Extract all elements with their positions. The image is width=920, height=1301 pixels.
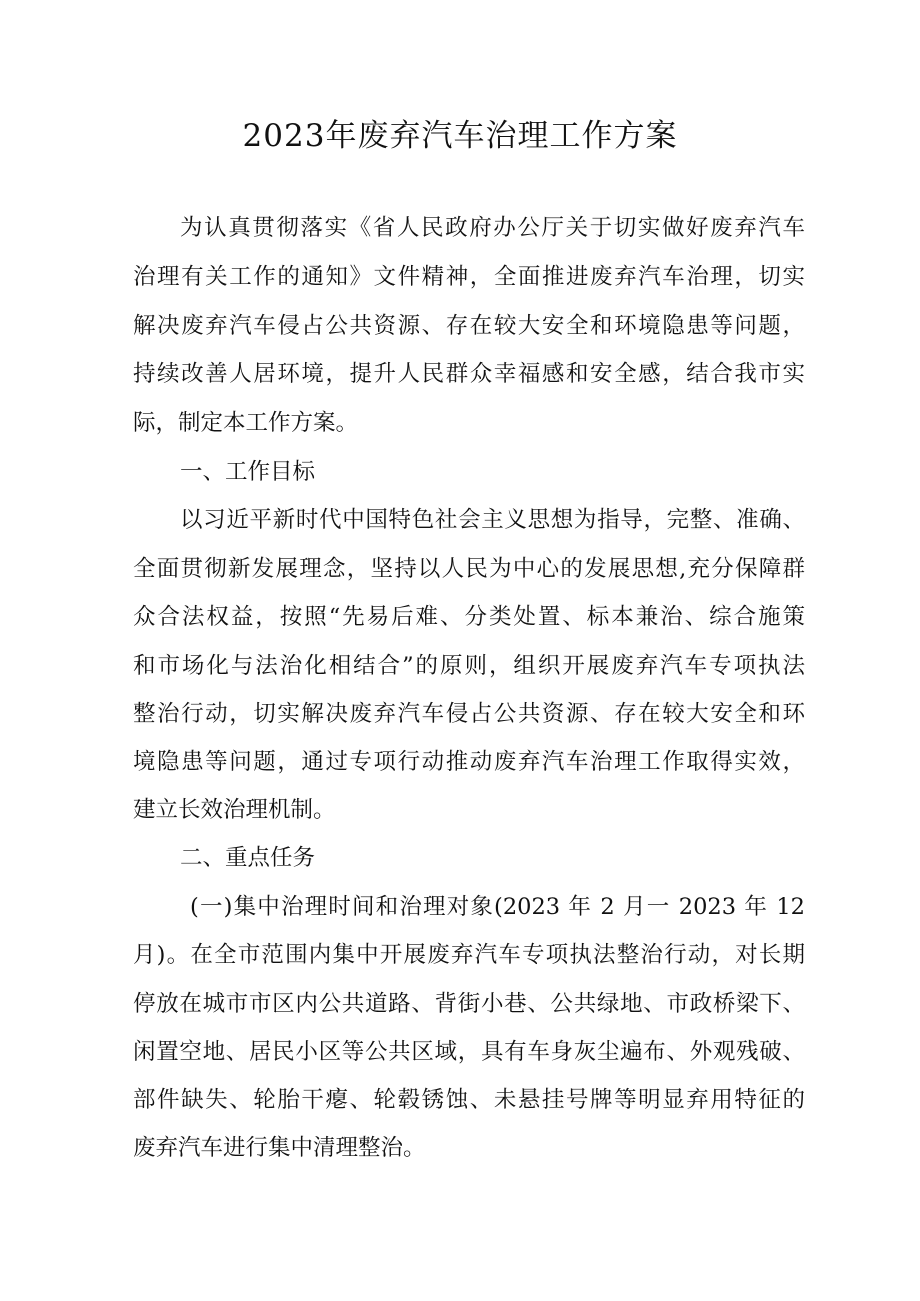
goals-line-1: 以习近平新时代中国特色社会主义思想为指导，完整、准确、 bbox=[180, 507, 805, 533]
goals-line-7: 建立长效治理机制。 bbox=[133, 797, 336, 823]
goals-line-6: 境隐患等问题，通过专项行动推动废弃汽车治理工作取得实效， bbox=[133, 749, 805, 775]
tasks-line-6: 废弃汽车进行集中清理整治。 bbox=[133, 1135, 426, 1161]
tasks-line-3: 停放在城市市区内公共道路、背街小巷、公共绿地、市政桥梁下、 bbox=[133, 991, 805, 1017]
intro-line-1: 为认真贯彻落实《省人民政府办公厅关于切实做好废弃汽车 bbox=[180, 215, 805, 241]
tasks-line-1: (一)集中治理时间和治理对象(2023 年 2 月一 2023 年 12 bbox=[190, 894, 805, 920]
section-heading-tasks: 二、重点任务 bbox=[180, 845, 316, 871]
goals-line-2: 全面贯彻新发展理念，坚持以人民为中心的发展思想,充分保障群 bbox=[133, 556, 805, 582]
section-heading-goals: 一、工作目标 bbox=[180, 459, 316, 485]
intro-line-4: 持续改善人居环境，提升人民群众幸福感和安全感，结合我市实 bbox=[133, 361, 805, 387]
document-title: 2023年废弃汽车治理工作方案 bbox=[242, 118, 678, 154]
intro-line-5: 际，制定本工作方案。 bbox=[133, 410, 359, 436]
goals-line-3: 众合法权益，按照“先易后难、分类处置、标本兼治、综合施策 bbox=[133, 604, 805, 630]
tasks-line-4: 闲置空地、居民小区等公共区域，具有车身灰尘遍布、外观残破、 bbox=[133, 1039, 805, 1065]
goals-line-4: 和市场化与法治化相结合”的原则，组织开展废弃汽车专项执法 bbox=[133, 653, 805, 679]
intro-line-3: 解决废弃汽车侵占公共资源、存在较大安全和环境隐患等问题， bbox=[133, 313, 805, 339]
tasks-line-2: 月)。在全市范围内集中开展废弃汽车专项执法整治行动，对长期 bbox=[133, 942, 805, 968]
goals-line-5: 整治行动，切实解决废弃汽车侵占公共资源、存在较大安全和环 bbox=[133, 701, 805, 727]
intro-line-2: 治理有关工作的通知》文件精神，全面推进废弃汽车治理，切实 bbox=[133, 264, 805, 290]
tasks-line-5: 部件缺失、轮胎干瘪、轮毂锈蚀、未悬挂号牌等明显弃用特征的 bbox=[133, 1087, 805, 1113]
